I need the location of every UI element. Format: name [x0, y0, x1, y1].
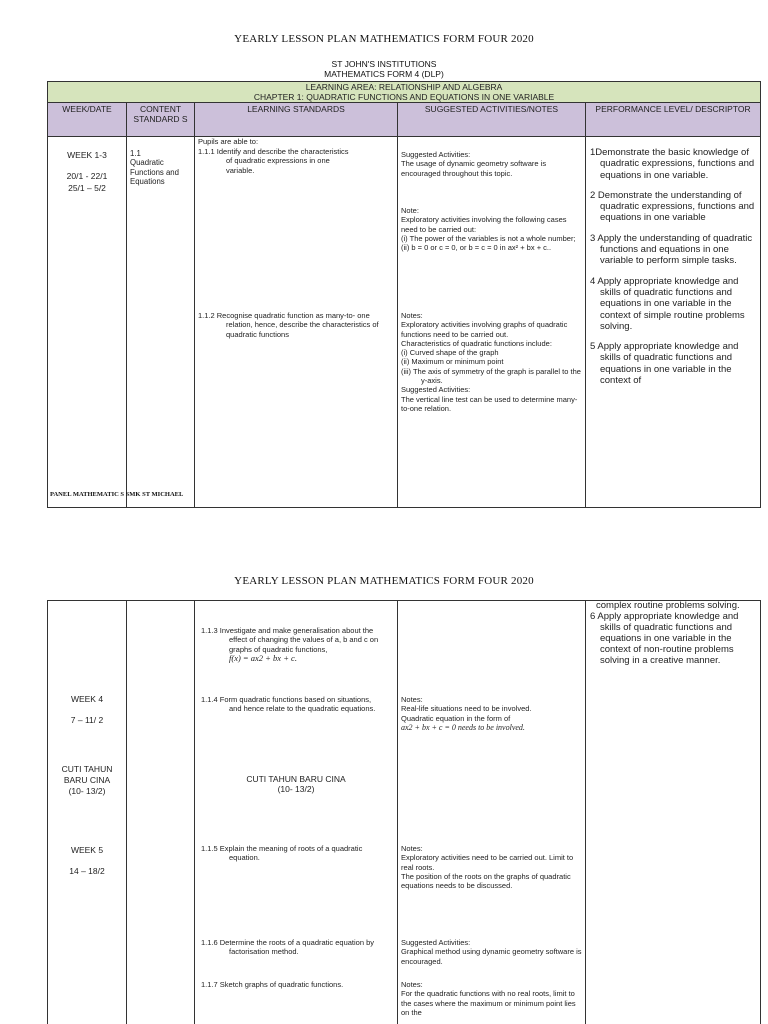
performance-cell — [586, 137, 761, 508]
notes-block — [401, 311, 582, 413]
week-date: 20/1 - 22/1 — [66, 171, 108, 181]
performance-level-5: 5 Apply appropriate knowledge and skills of quadratic functions and equations in one variable in the context of — [590, 341, 739, 387]
header-content: CONTENT STANDARD S — [127, 103, 195, 137]
week-date: 7 – 11/ 2 — [70, 715, 104, 725]
week-label: WEEK 1-3 — [67, 150, 107, 160]
lesson-plan-table — [47, 600, 761, 1024]
notes-block — [401, 844, 582, 890]
form-name: MATHEMATICS FORM 4 (DLP) — [324, 69, 444, 79]
week-date: 25/1 – 5/2 — [68, 183, 106, 193]
notes-text: For the quadratic functions with no real roots, limit to the cases where the maximum or minimum point lies on the — [401, 989, 576, 1017]
week-cell — [48, 601, 127, 1024]
institution-name: ST JOHN'S INSTITUTIONS — [331, 59, 437, 69]
learning-standard-1-1-5: 1.1.5 Explain the meaning of roots of a quadratic equation. — [201, 844, 363, 863]
header-activities: SUGGESTED ACTIVITIES/NOTES — [398, 103, 586, 137]
learning-standard-1-1-3 — [201, 626, 382, 663]
learning-standard-1-1-7: 1.1.7 Sketch graphs of quadratic functions. — [201, 980, 344, 989]
pupils-intro: Pupils are able to: — [198, 137, 259, 146]
content-standard-cell — [127, 601, 195, 1024]
holiday-banner — [198, 774, 394, 794]
notes-block — [401, 695, 582, 732]
week-5 — [48, 844, 126, 877]
notes-heading: Notes: — [401, 695, 423, 704]
performance-level-1: 1Demonstrate the basic knowledge of quadratic expressions, functions and equations in one variable. — [590, 147, 755, 181]
header-performance: PERFORMANCE LEVEL/ DESCRIPTOR — [586, 103, 761, 137]
week-cell — [48, 137, 127, 508]
header-week: WEEK/DATE — [48, 103, 127, 137]
notes-text: The position of the roots on the graphs of quadratic equations needs to be discussed. — [401, 871, 571, 891]
learning-standard-text: 1.1.3 Investigate and make generalisation about the effect of changing the values of a, b and c on graphs of quadratic functions, — [201, 626, 379, 654]
performance-level-4: 4 Apply appropriate knowledge and skills of quadratic functions and equations in one variable in the context of simple routine problems solving. — [590, 275, 745, 332]
activities-block — [401, 938, 582, 966]
notes-heading: Notes: — [401, 844, 423, 853]
activities-heading: Suggested Activities: — [401, 385, 471, 395]
institution-header — [0, 59, 768, 79]
note-block — [401, 206, 582, 252]
note-heading: Note: — [401, 206, 419, 215]
activities-text: The usage of dynamic geometry software is encouraged throughout this topic. — [401, 159, 547, 178]
learning-standard-1-1-2: 1.1.2 Recognise quadratic function as many-to- one relation, hence, describe the characteristics of quadratic functions — [198, 311, 379, 339]
activities-heading: Suggested Activities: — [401, 150, 471, 159]
notes-text: Real-life situations need to be involved. — [401, 704, 532, 714]
holiday-line: CUTI TAHUN BARU CINA — [246, 774, 346, 784]
holiday-label — [48, 764, 126, 797]
week-label: WEEK 5 — [70, 845, 104, 855]
holiday-line: (10- 13/2) — [68, 786, 106, 796]
learning-standard-1-1-6: 1.1.6 Determine the roots of a quadratic equation by factorisation method. — [201, 938, 375, 957]
notes-text: Exploratory activities involving graphs of quadratic functions need to be carried out. — [401, 320, 568, 339]
activities-heading: Suggested Activities: — [401, 938, 471, 947]
performance-level-3: 3 Apply the understanding of quadratic functions and equations in one variable to perform simple tasks. — [590, 232, 753, 267]
chapter-title: CHAPTER 1: QUADRATIC FUNCTIONS AND EQUATIONS IN ONE VARIABLE — [253, 92, 555, 102]
week-label: WEEK 4 — [70, 694, 104, 704]
learning-area-row — [48, 82, 761, 103]
table-row — [48, 601, 761, 1024]
notes-block — [401, 980, 582, 1017]
performance-cell — [586, 601, 761, 1024]
header-row — [48, 103, 761, 137]
notes-list-item: (ii) Maximum or minimum point — [401, 357, 504, 367]
learning-standard-1-1-1: 1.1.1 Identify and describe the characteristics of quadratic expressions in one variable. — [198, 147, 349, 175]
notes-list-item: (i) Curved shape of the graph — [401, 348, 499, 358]
performance-level-5-cont: complex routine problems solving. — [596, 600, 740, 611]
activities-text: Graphical method using dynamic geometry software is encouraged. — [401, 947, 582, 966]
header-learning: LEARNING STANDARDS — [195, 103, 398, 137]
learning-area: LEARNING AREA: RELATIONSHIP AND ALGEBRA — [305, 82, 503, 92]
notes-heading: Notes: — [401, 980, 423, 989]
content-name: Quadratic Functions and Equations — [130, 158, 179, 186]
learning-standards-cell — [195, 137, 398, 508]
equation: f(x) = ax2 + bx + c. — [229, 652, 297, 663]
activities-text: The vertical line test can be used to determine many-to-one relation. — [401, 394, 578, 413]
week-date: 14 – 18/2 — [69, 866, 105, 876]
learning-standard-1-1-4: 1.1.4 Form quadratic functions based on situations, and hence relate to the quadratic equations. — [201, 695, 376, 714]
performance-level-6: 6 Apply appropriate knowledge and skills of quadratic functions and equations in one variable in the context of non-routine problems solving in a creative manner. — [590, 610, 739, 666]
activities-cell — [398, 601, 586, 1024]
notes-text: Quadratic equation in the form of — [401, 713, 511, 723]
page-title: YEARLY LESSON PLAN MATHEMATICS FORM FOUR 2020 — [234, 33, 534, 45]
performance-level-2: 2 Demonstrate the understanding of quadratic expressions, functions and equations in one variable — [590, 189, 755, 224]
notes-characteristics: Characteristics of quadratic functions include: — [401, 338, 552, 348]
notes-list-item: (iii) The axis of symmetry of the graph is parallel to the y-axis. — [401, 366, 581, 386]
note-item: (ii) b = 0 or c = 0, or b = c = 0 in ax² + bx + c.. — [401, 243, 552, 253]
note-text: Exploratory activities involving the following cases need to be carried out: — [401, 215, 567, 234]
content-standard-cell — [127, 137, 195, 508]
holiday-line: CUTI TAHUN — [61, 764, 113, 774]
note-item: (i) The power of the variables is not a whole number; — [401, 233, 576, 243]
equation: ax2 + bx + c = 0 needs to be involved. — [401, 722, 525, 732]
activities-block — [401, 150, 582, 178]
notes-heading: Notes: — [401, 311, 423, 320]
page-footer: PANEL MATHEMATIC S SMK ST MICHAEL — [50, 491, 184, 498]
content-code: 1.1 — [130, 149, 141, 158]
holiday-line: BARU CINA — [63, 775, 111, 785]
activities-cell — [398, 137, 586, 508]
learning-standards-cell — [195, 601, 398, 1024]
table-row — [48, 137, 761, 508]
week-4 — [48, 693, 126, 726]
holiday-line: (10- 13/2) — [277, 784, 315, 794]
lesson-plan-table — [47, 81, 761, 508]
page-title: YEARLY LESSON PLAN MATHEMATICS FORM FOUR 2020 — [234, 575, 534, 587]
notes-text: Exploratory activities need to be carried out. Limit to real roots. — [401, 853, 574, 872]
